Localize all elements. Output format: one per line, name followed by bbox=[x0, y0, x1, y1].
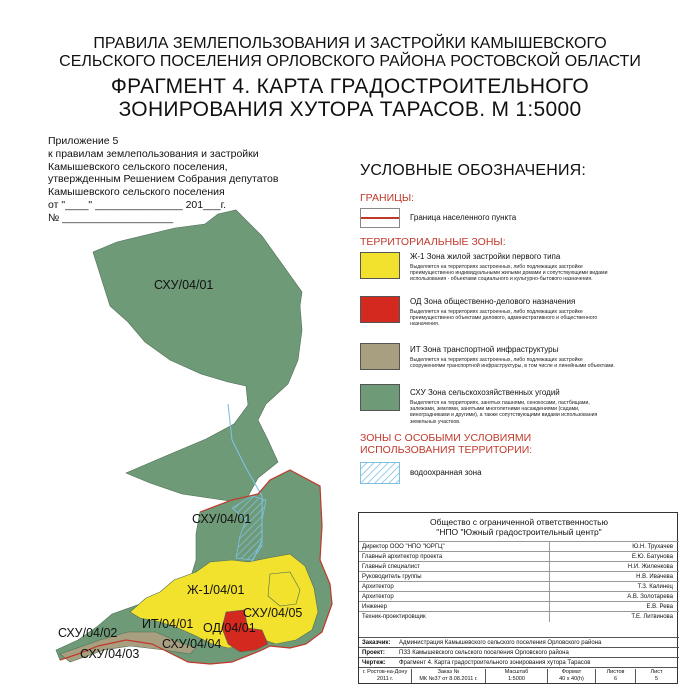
sheets-head: Листов bbox=[606, 669, 625, 675]
staff-role: Архитектор bbox=[362, 584, 394, 590]
legend-item-desc: Выделяется на территориях, занятых пашнями, сенокосами, пастбищами, залежами, землями, занятыми многолетними насаждениями (садами, виноградниками и другими), а также сопутствующими видами использования земельных участков. bbox=[410, 400, 598, 425]
staff-role: Инженер bbox=[362, 604, 387, 610]
label-skhu-04-01: СХУ/04/01 bbox=[154, 278, 214, 292]
customer-key: Заказчик: bbox=[362, 640, 391, 646]
label-it-04-01: ИТ/04/01 bbox=[142, 617, 194, 631]
zone-agricultural-main[interactable] bbox=[93, 210, 302, 502]
swatch-residential bbox=[360, 252, 400, 279]
label-skhu-04-01-east: СХУ/04/01 bbox=[192, 512, 252, 526]
appendix-line: № ___________________ bbox=[48, 211, 174, 224]
sheet-cell bbox=[635, 669, 677, 683]
map-title-line-2: ЗОНИРОВАНИЯ ХУТОРА ТАРАСОВ. М 1:5000 bbox=[118, 98, 582, 121]
scale-value: 1:5000 bbox=[508, 676, 525, 682]
year-text: 2011 г. bbox=[376, 676, 394, 682]
scale-head: Масштаб bbox=[504, 669, 529, 675]
legend-special-heading-2: ИСПОЛЬЗОВАНИЯ ТЕРРИТОРИИ: bbox=[360, 444, 533, 456]
appendix-line: утвержденным Решением Собрания депутатов bbox=[48, 173, 279, 186]
legend-item-title: Ж-1 Зона жилой застройки первого типа bbox=[410, 252, 561, 261]
legend-boundary-label: Граница населенного пункта bbox=[410, 213, 517, 222]
drawing-value: Фрагмент 4. Карта градостроительного зонирования хутора Тарасов bbox=[399, 660, 591, 666]
label-skhu-04-03: СХУ/04/03 bbox=[80, 647, 140, 661]
appendix-line: Камышевского сельского поселения bbox=[48, 186, 225, 199]
meta-row bbox=[359, 667, 677, 684]
legend-item-desc: Выделяется на территориях застроенных, либо подлежащих застройке сооружениями транспортной инфраструктуры, в том числе и линейными объектами. bbox=[410, 357, 615, 370]
legend-special-heading-1: ЗОНЫ С ОСОБЫМИ УСЛОВИЯМИ bbox=[360, 432, 532, 444]
staff-name: Ю.Н. Трухачев bbox=[632, 544, 673, 550]
boundary-swatch bbox=[360, 208, 400, 228]
appendix-line: Камышевского сельского поселения, bbox=[48, 160, 228, 173]
staff-role: Директор ООО "НПО "ЮРГЦ" bbox=[362, 544, 445, 550]
staff-role: Главный специалист bbox=[362, 564, 420, 570]
format-head: Формат bbox=[561, 669, 582, 675]
label-od-04-01: ОД/04/01 bbox=[203, 621, 256, 635]
plan-title-line-1: ПРАВИЛА ЗЕМЛЕПОЛЬЗОВАНИЯ И ЗАСТРОЙКИ КАМЫШЕВСКОГО bbox=[93, 35, 607, 52]
label-skhu-04-05: СХУ/04/05 bbox=[243, 606, 303, 620]
legend-item-desc: Выделяется на территориях застроенных, либо подлежащих застройке преимущественно объектами делового, административного и общественного назначения. bbox=[410, 309, 598, 328]
legend-item-title: ОД Зона общественно-делового назначения bbox=[410, 297, 576, 306]
legend-item-desc: Выделяется на территориях застроенных, либо подлежащих застройке преимущественно индивидуальными жилыми домами и сопутствующими видами использования - объектами социального и культурно-бытового назначения. bbox=[410, 264, 608, 283]
staff-name: Е.Ю. Батунова bbox=[631, 554, 673, 560]
order-cell bbox=[411, 669, 485, 683]
appendix-line: от "____" _______________ 201___г. bbox=[48, 198, 227, 211]
staff-name: А.В. Золотарева bbox=[627, 594, 673, 600]
order-head: Заказ № bbox=[437, 669, 460, 675]
legend-item-title: СХУ Зона сельскохозяйственных угодий bbox=[410, 388, 560, 397]
swatch-water-protection bbox=[360, 462, 400, 484]
staff-name: Т.Е. Литвинова bbox=[631, 614, 673, 620]
order-value: МК №37 от 8.08.2011 г. bbox=[419, 676, 478, 682]
drawing-key: Чертеж: bbox=[362, 660, 386, 666]
customer-value: Администрация Камышевского сельского поселения Орловского района bbox=[399, 640, 602, 646]
staff-name: Е.В. Рева bbox=[646, 604, 673, 610]
swatch-agricultural bbox=[360, 384, 400, 411]
boundary-line-sample bbox=[361, 217, 399, 219]
format-value: 40 х 40(h) bbox=[559, 676, 584, 682]
swatch-transport bbox=[360, 343, 400, 370]
staff-name: Н.В. Ивачева bbox=[636, 574, 673, 580]
legend-water-label: водоохранная зона bbox=[410, 468, 482, 477]
project-value: ПЗЗ Камышевского сельского поселения Орловского района bbox=[399, 650, 569, 656]
swatch-public bbox=[360, 296, 400, 323]
label-zh-1-04-01: Ж-1/04/01 bbox=[187, 583, 245, 597]
plan-title-line-2: СЕЛЬСКОГО ПОСЕЛЕНИЯ ОРЛОВСКОГО РАЙОНА РОСТОВСКОЙ ОБЛАСТИ bbox=[59, 53, 641, 70]
legend-zones-heading: ТЕРРИТОРИАЛЬНЫЕ ЗОНЫ: bbox=[360, 236, 506, 248]
staff-role: Архитектор bbox=[362, 594, 394, 600]
map-title-line-1: ФРАГМЕНТ 4. КАРТА ГРАДОСТРОИТЕЛЬНОГО bbox=[110, 75, 590, 98]
staff-role: Техник-проектировщик bbox=[362, 614, 426, 620]
staff-role: Руководитель группы bbox=[362, 574, 422, 580]
label-skhu-04-02: СХУ/04/02 bbox=[58, 626, 118, 640]
org-line-2: "НПО "Южный градостроительный центр" bbox=[436, 527, 602, 537]
project-key: Проект: bbox=[362, 650, 385, 656]
org-line-1: Общество с ограниченной ответственностью bbox=[430, 517, 608, 527]
appendix-line: Приложение 5 bbox=[48, 135, 119, 147]
sheets-cell bbox=[595, 669, 635, 683]
staff-name: Н.И. Жиленкова bbox=[627, 564, 673, 570]
sheet-value: 5 bbox=[654, 676, 659, 682]
format-cell bbox=[547, 669, 595, 683]
sheet-head: Лист bbox=[650, 669, 663, 675]
signature-cell bbox=[549, 612, 610, 622]
staff-row bbox=[359, 611, 679, 622]
legend-boundaries-heading: ГРАНИЦЫ: bbox=[360, 192, 415, 204]
staff-name: Т.З. Калинец bbox=[637, 584, 673, 590]
legend-title: УСЛОВНЫЕ ОБОЗНАЧЕНИЯ: bbox=[360, 162, 587, 179]
legend-item-title: ИТ Зона транспортной инфраструктуры bbox=[410, 345, 559, 354]
scale-cell bbox=[485, 669, 547, 683]
title-block bbox=[358, 512, 678, 684]
city-cell bbox=[359, 669, 411, 683]
sheets-value: 6 bbox=[613, 676, 618, 682]
city-text: г. Ростов-на-Дону bbox=[362, 669, 408, 675]
label-skhu-04-04: СХУ/04/04 bbox=[162, 637, 222, 651]
appendix-line: к правилам землепользования и застройки bbox=[48, 147, 259, 160]
staff-role: Главный архитектор проекта bbox=[362, 554, 443, 560]
